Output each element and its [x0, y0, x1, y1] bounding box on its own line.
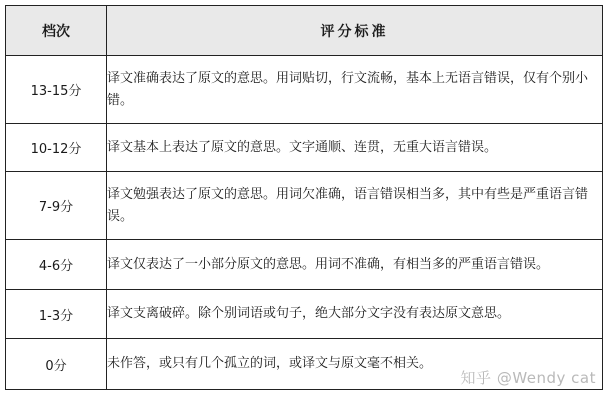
header-criteria: 评分标准 — [107, 6, 603, 56]
criteria-cell: 译文支离破碎。除个别词语或句子，绝大部分文字没有表达原文意思。 — [107, 290, 603, 339]
watermark: 知乎 @Wendy cat — [460, 369, 596, 387]
criteria-cell: 译文准确表达了原文的意思。用词贴切，行文流畅，基本上无语言错误，仅有个别小错。 — [107, 56, 603, 124]
criteria-cell: 译文基本上表达了原文的意思。文字通顺、连贯，无重大语言错误。 — [107, 124, 603, 172]
table-row — [6, 240, 603, 290]
table-row — [6, 172, 603, 240]
header-level: 档次 — [6, 6, 107, 56]
level-cell: 10-12分 — [6, 124, 107, 172]
level-cell: 7-9分 — [6, 172, 107, 240]
table-row — [6, 56, 603, 124]
level-cell: 0分 — [6, 339, 107, 390]
criteria-cell: 译文勉强表达了原文的意思。用词欠准确，语言错误相当多，其中有些是严重语言错误。 — [107, 172, 603, 240]
level-cell: 4-6分 — [6, 240, 107, 290]
criteria-cell: 未作答，或只有几个孤立的词，或译文与原文毫不相关。 — [107, 339, 603, 390]
level-cell: 1-3分 — [6, 290, 107, 339]
grading-table — [5, 5, 603, 390]
table-row — [6, 124, 603, 172]
criteria-cell: 译文仅表达了一小部分原文的意思。用词不准确，有相当多的严重语言错误。 — [107, 240, 603, 290]
table-row — [6, 290, 603, 339]
level-cell: 13-15分 — [6, 56, 107, 124]
header-row — [6, 6, 603, 56]
